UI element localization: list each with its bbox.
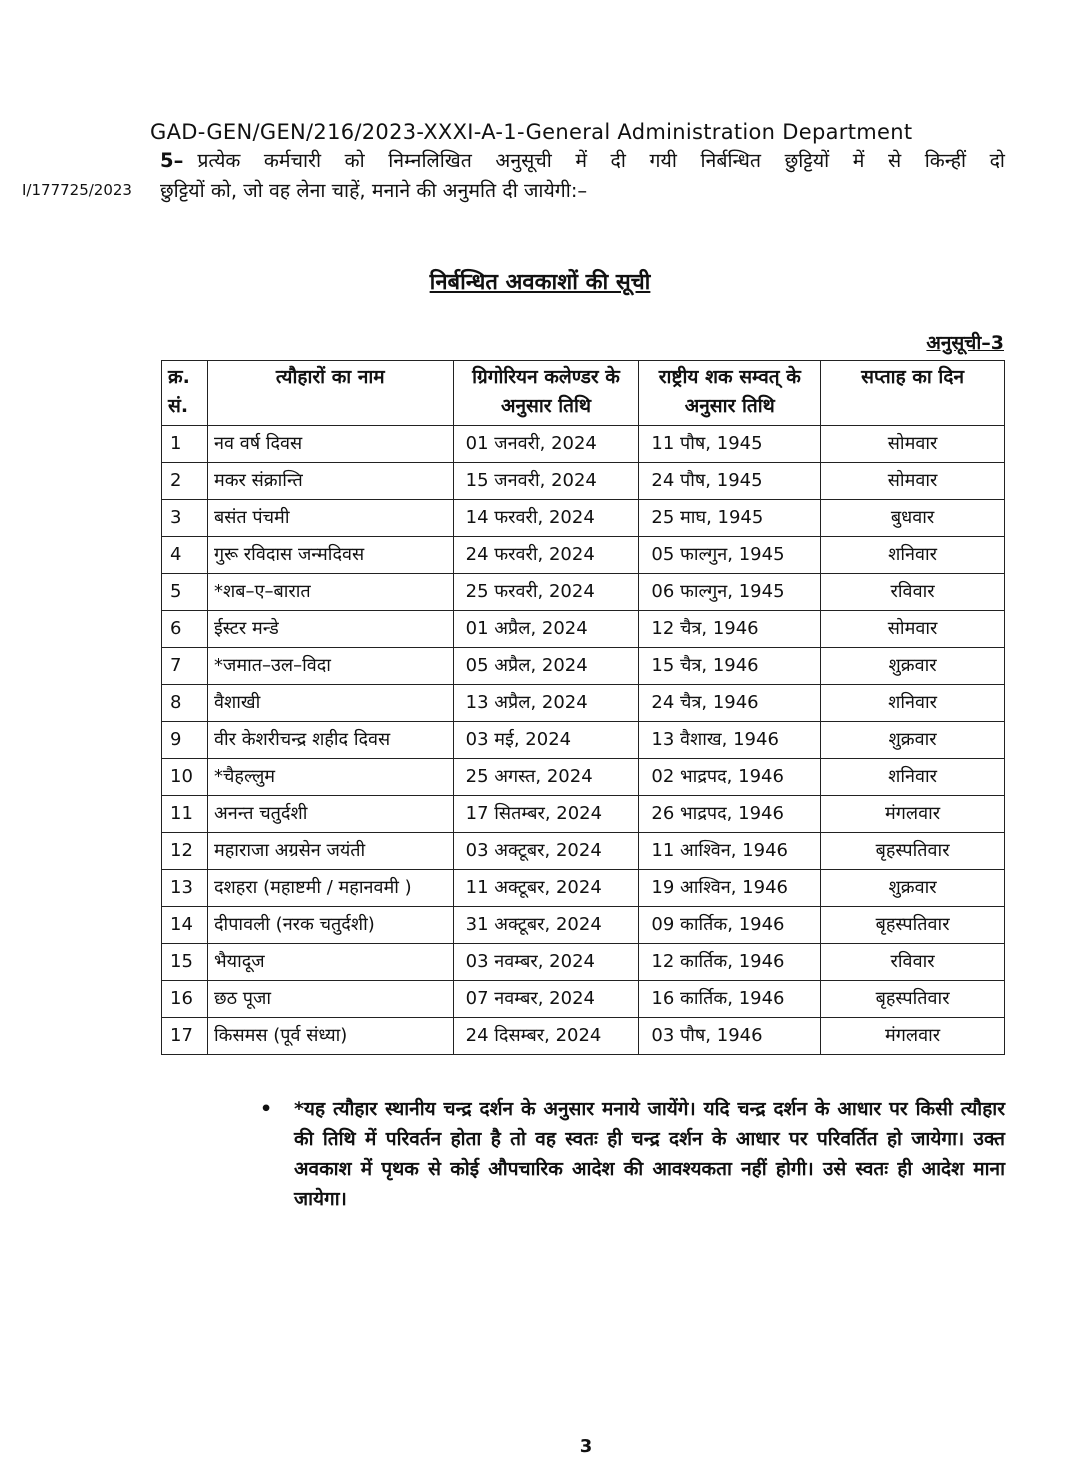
footnote <box>260 1094 1005 1214</box>
cell-weekday: शुक्रवार <box>821 870 1005 907</box>
cell-serial: 2 <box>162 463 208 500</box>
table-row <box>162 648 1005 685</box>
cell-gregorian-date: 25 फरवरी, 2024 <box>453 574 639 611</box>
table-row <box>162 463 1005 500</box>
cell-serial: 8 <box>162 685 208 722</box>
cell-festival-name: किसमस (पूर्व संध्या) <box>207 1018 453 1055</box>
cell-serial: 11 <box>162 796 208 833</box>
cell-serial: 5 <box>162 574 208 611</box>
cell-saka-date: 12 चैत्र, 1946 <box>639 611 821 648</box>
cell-festival-name: *चैहल्लुम <box>207 759 453 796</box>
holiday-table <box>161 360 1005 1055</box>
intro-line-2: छुट्टियों को, जो वह लेना चाहें, मनाने की अनुमति दी जायेगी:– <box>160 179 588 202</box>
table-row <box>162 833 1005 870</box>
paragraph-number: 5– <box>160 149 184 172</box>
cell-gregorian-date: 25 अगस्त, 2024 <box>453 759 639 796</box>
cell-weekday: रविवार <box>821 944 1005 981</box>
cell-saka-date: 09 कार्तिक, 1946 <box>639 907 821 944</box>
cell-festival-name: मकर संक्रान्ति <box>207 463 453 500</box>
cell-saka-date: 26 भाद्रपद, 1946 <box>639 796 821 833</box>
cell-saka-date: 13 वैशाख, 1946 <box>639 722 821 759</box>
table-row <box>162 907 1005 944</box>
cell-serial: 14 <box>162 907 208 944</box>
cell-festival-name: दीपावली (नरक चतुर्दशी) <box>207 907 453 944</box>
cell-gregorian-date: 03 मई, 2024 <box>453 722 639 759</box>
table-row <box>162 537 1005 574</box>
intro-paragraph <box>160 146 1005 206</box>
cell-festival-name: भैयादूज <box>207 944 453 981</box>
table-row <box>162 574 1005 611</box>
cell-saka-date: 24 चैत्र, 1946 <box>639 685 821 722</box>
cell-saka-date: 15 चैत्र, 1946 <box>639 648 821 685</box>
cell-weekday: बुधवार <box>821 500 1005 537</box>
cell-serial: 10 <box>162 759 208 796</box>
cell-gregorian-date: 24 दिसम्बर, 2024 <box>453 1018 639 1055</box>
cell-weekday: शुक्रवार <box>821 648 1005 685</box>
cell-gregorian-date: 05 अप्रैल, 2024 <box>453 648 639 685</box>
table-row <box>162 1018 1005 1055</box>
table-row <box>162 870 1005 907</box>
header-gregorian-date: ग्रिगोरियन कलेण्डर के अनुसार तिथि <box>453 361 639 426</box>
cell-serial: 9 <box>162 722 208 759</box>
cell-weekday: मंगलवार <box>821 796 1005 833</box>
cell-festival-name: नव वर्ष दिवस <box>207 426 453 463</box>
cell-weekday: शुक्रवार <box>821 722 1005 759</box>
table-row <box>162 611 1005 648</box>
bullet-icon: • <box>260 1098 273 1120</box>
cell-gregorian-date: 01 अप्रैल, 2024 <box>453 611 639 648</box>
cell-saka-date: 11 आश्विन, 1946 <box>639 833 821 870</box>
cell-serial: 1 <box>162 426 208 463</box>
cell-festival-name: *शब–ए–बारात <box>207 574 453 611</box>
cell-serial: 15 <box>162 944 208 981</box>
cell-festival-name: अनन्त चतुर्दशी <box>207 796 453 833</box>
table-row <box>162 685 1005 722</box>
cell-serial: 3 <box>162 500 208 537</box>
cell-festival-name: बसंत पंचमी <box>207 500 453 537</box>
cell-serial: 17 <box>162 1018 208 1055</box>
cell-gregorian-date: 03 नवम्बर, 2024 <box>453 944 639 981</box>
cell-saka-date: 11 पौष, 1945 <box>639 426 821 463</box>
cell-weekday: सोमवार <box>821 611 1005 648</box>
cell-festival-name: दशहरा (महाष्टमी / महानवमी ) <box>207 870 453 907</box>
cell-saka-date: 06 फाल्गुन, 1945 <box>639 574 821 611</box>
table-header-row <box>162 361 1005 426</box>
cell-gregorian-date: 01 जनवरी, 2024 <box>453 426 639 463</box>
header-festival-name: त्यौहारों का नाम <box>207 361 453 426</box>
cell-gregorian-date: 03 अक्टूबर, 2024 <box>453 833 639 870</box>
cell-saka-date: 03 पौष, 1946 <box>639 1018 821 1055</box>
cell-serial: 13 <box>162 870 208 907</box>
table-row <box>162 944 1005 981</box>
cell-weekday: शनिवार <box>821 537 1005 574</box>
cell-weekday: शनिवार <box>821 685 1005 722</box>
cell-gregorian-date: 15 जनवरी, 2024 <box>453 463 639 500</box>
cell-serial: 7 <box>162 648 208 685</box>
cell-festival-name: वैशाखी <box>207 685 453 722</box>
cell-weekday: सोमवार <box>821 426 1005 463</box>
cell-serial: 16 <box>162 981 208 1018</box>
table-row <box>162 722 1005 759</box>
cell-saka-date: 05 फाल्गुन, 1945 <box>639 537 821 574</box>
cell-serial: 4 <box>162 537 208 574</box>
cell-weekday: बृहस्पतिवार <box>821 981 1005 1018</box>
cell-weekday: बृहस्पतिवार <box>821 907 1005 944</box>
cell-saka-date: 24 पौष, 1945 <box>639 463 821 500</box>
cell-gregorian-date: 11 अक्टूबर, 2024 <box>453 870 639 907</box>
header-serial-number: क्र. सं. <box>162 361 208 426</box>
cell-weekday: मंगलवार <box>821 1018 1005 1055</box>
table-row <box>162 981 1005 1018</box>
cell-gregorian-date: 17 सितम्बर, 2024 <box>453 796 639 833</box>
side-reference-number: I/177725/2023 <box>22 181 132 199</box>
cell-saka-date: 12 कार्तिक, 1946 <box>639 944 821 981</box>
cell-saka-date: 25 माघ, 1945 <box>639 500 821 537</box>
cell-festival-name: वीर केशरीचन्द्र शहीद दिवस <box>207 722 453 759</box>
page-number: 3 <box>579 1436 593 1457</box>
cell-gregorian-date: 24 फरवरी, 2024 <box>453 537 639 574</box>
footnote-text: *यह त्यौहार स्थानीय चन्द्र दर्शन के अनुसार मनाये जायेंगे। यदि चन्द्र दर्शन के आधार पर किसी त्यौहार की तिथि में परिवर्तन होता है तो वह स्वतः ही चन्द्र दर्शन के आधार पर परिवर्तित हो जायेगा। उक्त अवकाश में पृथक से कोई औपचारिक आदेश की आवश्यकता नहीं होगी। उसे स्वतः ही आदेश माना जायेगा। <box>294 1098 1005 1210</box>
table-row <box>162 796 1005 833</box>
cell-gregorian-date: 07 नवम्बर, 2024 <box>453 981 639 1018</box>
cell-weekday: बृहस्पतिवार <box>821 833 1005 870</box>
intro-text-1: प्रत्येक कर्मचारी को निम्नलिखित अनुसूची में दी गयी निर्बन्धित छुट्टियों में से किन्हीं दो <box>197 149 1005 172</box>
cell-weekday: रविवार <box>821 574 1005 611</box>
cell-festival-name: गुरू रविदास जन्मदिवस <box>207 537 453 574</box>
cell-weekday: शनिवार <box>821 759 1005 796</box>
page-title: निर्बन्धित अवकाशों की सूची <box>429 270 651 295</box>
cell-weekday: सोमवार <box>821 463 1005 500</box>
header-saka-date: राष्ट्रीय शक सम्वत् के अनुसार तिथि <box>639 361 821 426</box>
cell-gregorian-date: 14 फरवरी, 2024 <box>453 500 639 537</box>
intro-line-1 <box>160 146 1005 176</box>
table-row <box>162 759 1005 796</box>
cell-festival-name: छठ पूजा <box>207 981 453 1018</box>
schedule-label: अनुसूची–3 <box>926 332 1004 354</box>
table-row <box>162 500 1005 537</box>
cell-gregorian-date: 13 अप्रैल, 2024 <box>453 685 639 722</box>
cell-festival-name: *जमात–उल–विदा <box>207 648 453 685</box>
cell-gregorian-date: 31 अक्टूबर, 2024 <box>453 907 639 944</box>
cell-festival-name: महाराजा अग्रसेन जयंती <box>207 833 453 870</box>
file-reference: GAD-GEN/GEN/216/2023-XXXI-A-1-General Administration Department <box>150 120 913 144</box>
header-weekday: सप्ताह का दिन <box>821 361 1005 426</box>
table-row <box>162 426 1005 463</box>
cell-saka-date: 16 कार्तिक, 1946 <box>639 981 821 1018</box>
cell-serial: 12 <box>162 833 208 870</box>
cell-saka-date: 02 भाद्रपद, 1946 <box>639 759 821 796</box>
cell-festival-name: ईस्टर मन्डे <box>207 611 453 648</box>
cell-saka-date: 19 आश्विन, 1946 <box>639 870 821 907</box>
cell-serial: 6 <box>162 611 208 648</box>
